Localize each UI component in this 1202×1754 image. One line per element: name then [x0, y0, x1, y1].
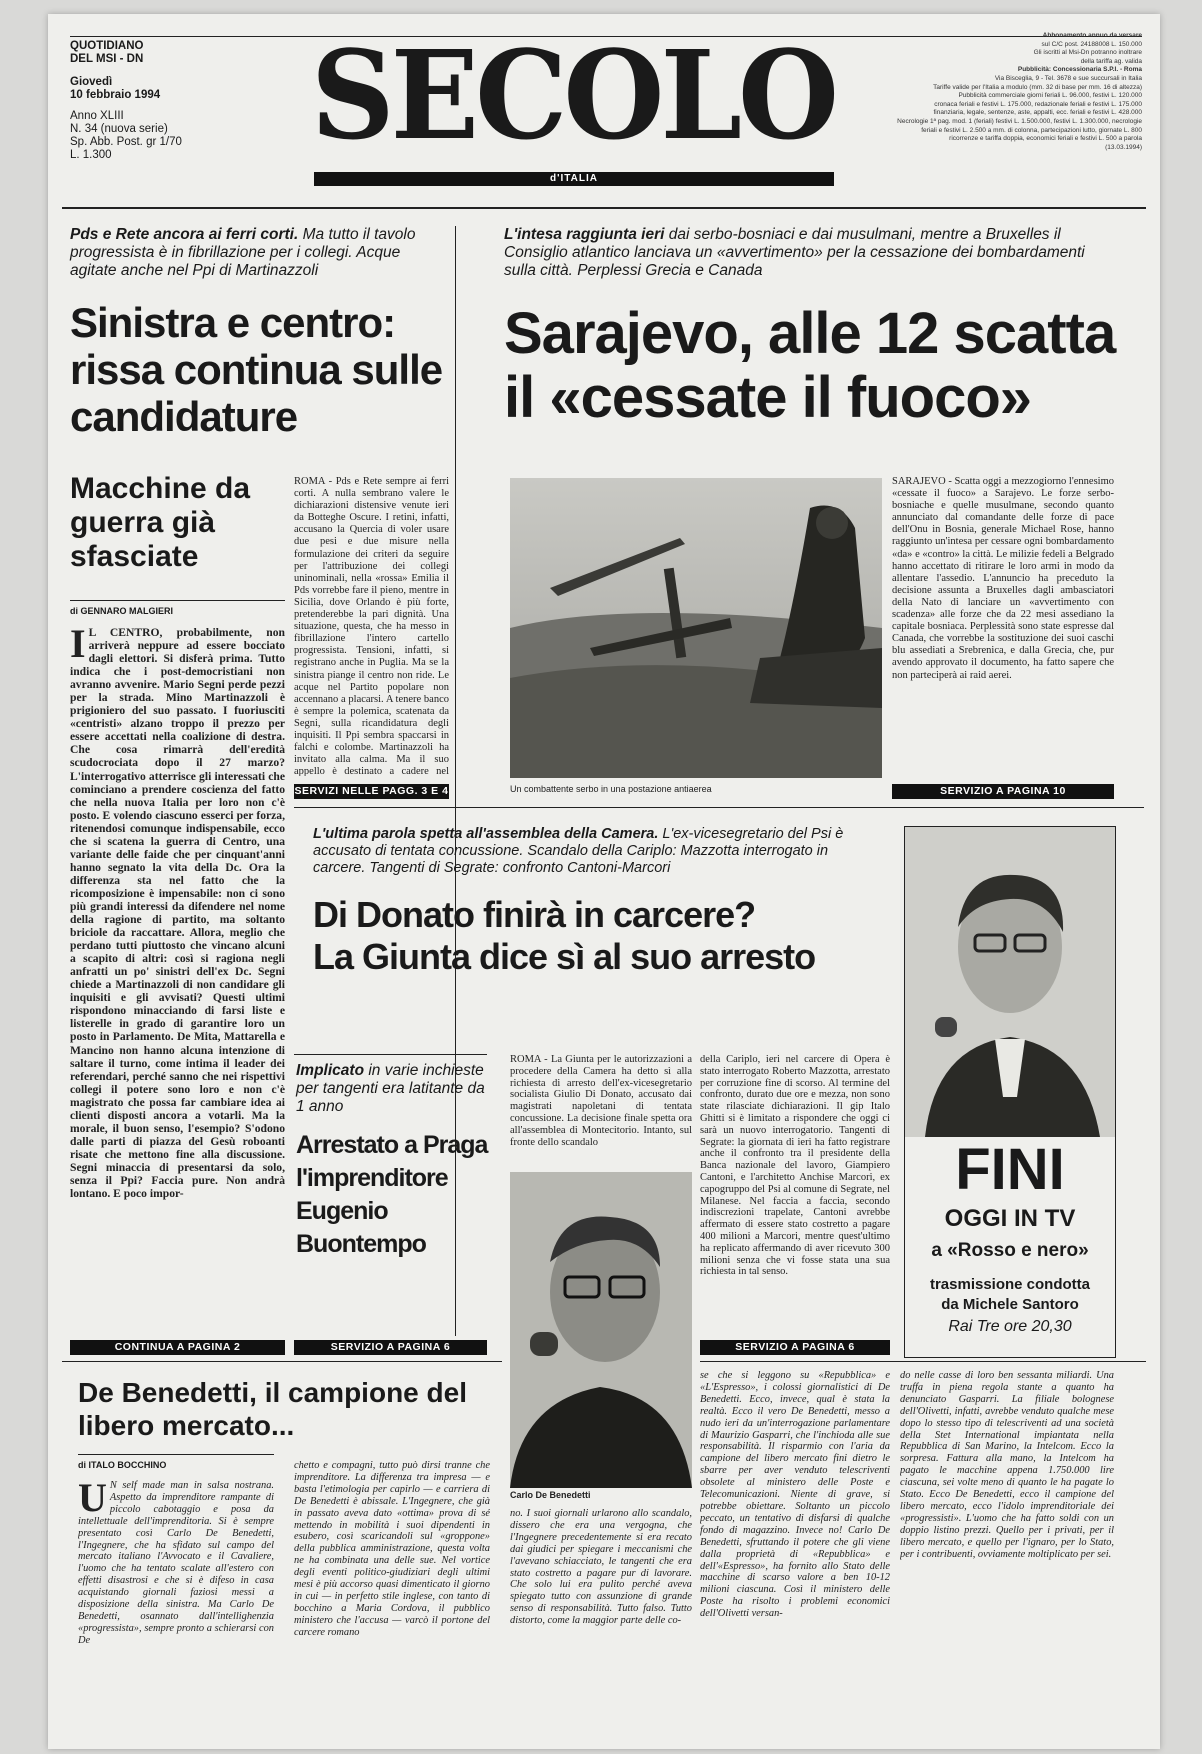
debenedetti-col1: U N self made man in salsa nostrana. Aspetto da imprenditore rampante di piccolo cabotaggio e posa da intellettuale dell'imprenditoria. Si è sempre presentato così Carlo De Benedetti, l'Ingegnere, che ha sfidato sul campo del mercato italiano l'Avvocato e il Cavaliere, l'uomo che ha tentato scalate all'estero con effetti disastrosi e che si è difeso in casa acquistando giornali faziosi messi a disposizione della sinistra. Ma Carlo De Benedetti, osannato dall'intellighenzia «progressista», sempre pronto a schierarsi con De	[78, 1480, 274, 1646]
didonato-bar: SERVIZIO A PAGINA 6	[700, 1340, 890, 1355]
debenedetti-caption: Carlo De Benedetti	[510, 1490, 591, 1500]
buontempo-bar: SERVIZIO A PAGINA 6	[294, 1340, 487, 1355]
debenedetti-headline: De Benedetti, il campione del libero mercato...	[78, 1377, 467, 1441]
debenedetti-col5: do nelle casse di loro ben sessanta miliardi. Una truffa in piena regola stante a quanto ha denunciato Gasparri. La filiale bolognese dell'Olivetti, infatti, avrebbe venduto qualche mese dopo lo stesso tipo di telescriventi ad una società della Stet International impiantata nella Repubblica di San Marino, la Intelcom. Ecco la sorpresa. Fattura alla mano, la Intelcom ha pagato le macchine appena 1.750.000 lire ciascuna, sei volte meno di quanto le ha pagate lo Stato. Ecco De Benedetti, ecco il campione del libero mercato, ecco l'idolo imprenditoriale dei «progressisti». L'uomo che ha fatto soldi con un doppio listino prezzi. Quello per i privati, per il libero mercato, e quello per l'ignaro, per lo Stato, per i contribuenti, ovviamente moltiplicato per sei.	[900, 1370, 1114, 1560]
fini-photo	[905, 827, 1115, 1137]
didonato-headline-line1: Di Donato finirà in carcere?	[313, 894, 756, 935]
bottom-rule-right	[700, 1361, 1146, 1362]
debenedetti-portrait-icon	[510, 1172, 692, 1488]
left-headline: Sinistra e centro: rissa continua sulle candidature	[70, 299, 443, 440]
editorial-headline: Macchine da guerra già sfasciate	[70, 472, 251, 573]
fini-line4: da Michele Santoro	[941, 1296, 1079, 1313]
newspaper-page	[48, 14, 1160, 1749]
editorial-rule	[70, 600, 285, 601]
masthead-line2: DEL MSI - DN	[70, 53, 144, 65]
didonato-col1: ROMA - La Giunta per le autorizzazioni a procedere della Camera ha detto sì alla richiesta di arresto dell'ex-vicesegretario socialista Giulio Di Donato, accusato dai magistrati napoletani di tentata concussione. La decisione finale spetta ora all'assemblea di Montecitorio. Intanto, sul fronte dello scandalo	[510, 1054, 692, 1148]
sarajevo-bar: SERVIZIO A PAGINA 10	[892, 784, 1114, 799]
didonato-col2: della Cariplo, ieri nel carcere di Opera è stato interrogato Roberto Mazzotta, arrestato per corruzione fine di scorso. Al termine del confronto, durato due ore e mezza, non sono state rilasciate dichiarazioni. Il gip Italo Ghitti si è limitato a rispondere che oggi ci sarà un nuovo interrogatorio. Tangenti di Segrate: la giornata di ieri ha fatto registrare anche il confronto tra il presidente della Banca nazionale del lavoro, Giampiero Cantoni, e l'architetto Anchise Marcori, ex capogruppo del Psi al comune di Segrate, nel Milanese. Nel faccia a faccia, secondo indiscrezioni trapelate, Cantoni avrebbe affermato di essere stato costretto a pagare 400 milioni a Marcori, mentre quest'ultimo ha replicato affermando di aver ricevuto 300 milioni senza che vi fosse stata una sua richiesta in tal senso.	[700, 1054, 890, 1278]
masthead-subtitle: d'ITALIA	[314, 172, 834, 186]
editorial-text: I L CENTRO, probabilmente, non arriverà neppure ad essere bocciato dagli elettori. Si disferà prima. Tutto indica che i post-democristiani non avranno avvenire. Mario Segni perde pezzi per la strada. Mino Martinazzoli è prigioniero del suo passato. I fuoriusciti «centristi» alzano troppo il prezzo per essere accettati nella coalizione di destra. Che cosa rimarrà dell'eredità scudocrociata dopo il 27 marzo? L'interrogativo atterrisce gli interessati che cominciano a prendere coscienza del fatto che nella nuova Italia per loro non c'è posto. E volendo ciascuno esserci per forza, ritenendosi comunque indispensabile, ecco che si scatena la guerra di Centro, una variante delle faide che per cinquant'anni hanno segnato la vita della Dc. Ora la differenza sta nel fatto che la ricomposizione è impensabile: non ci sono più grandi interessi da difendere nel nome della ragione di partito, ma soltanto briciole da raccattare. Allora, meglio che perdano tutti piuttosto che vincano alcuni a scapito di altri: così si ragiona negli anfratti un po' sinistri dell'ex Dc. Segni chiede a Martinazzoli di non candidare gli inquisiti e gli avvisati? Questi ultimi rispondono minacciando di farsi liste e listerelle in grado di garantire loro un posto in Parlamento. De Mita, Mattarella e Mancino non hanno alcuna intenzione di saltare il turno, come intima il leader dei referendari, perché sanno che nei rispettivi collegi il potere sono loro e non c'è magistrato che possa far cambiare idea ai clienti disposti ancora a votarli. Ma la morale, il buon senso, l'esempio? S'odono dalle parti di piazza del Gesù roboanti risate che mettono fine alla discussione. Segni minaccia di presentarsi da solo, senza il Ppi? Faccia pure. Non andrà lontano. E poco impor-	[70, 626, 285, 1201]
fini-line5: Rai Tre ore 20,30	[948, 1318, 1072, 1335]
buontempo-rule	[294, 1054, 487, 1055]
masthead-info-line: Pubblicità: Concessionaria S.P.I. - Roma	[1017, 66, 1142, 74]
didonato-headline-line2: La Giunta dice sì al suo arresto	[313, 936, 816, 977]
didonato-headline	[313, 894, 893, 978]
masthead-info-line: Via Bisceglia, 9 - Tel. 3678 e sue succursali in Italia	[994, 74, 1142, 82]
fini-line3: trasmissione condotta	[929, 1276, 1091, 1293]
editorial-byline: di GENNARO MALGIERI	[70, 606, 173, 616]
roma-story-text: ROMA - Pds e Rete sempre ai ferri corti. A nulla sembrano valere le dichiarazioni distensive venute ieri da Botteghe Oscure. I retini, infatti, accusano la Quercia di voler usare due pesi e due misure nella formulazione dei criteri da seguire per l'attribuzione dei collegi uninominali, nella «rossa» Emilia il Pds vorrebbe fare il pieno, mentre in Sicilia, dove Orlando è più forte, pretenderebbe la pari dignità. Una situazione, questa, che ha messo in fibrillazione l'intero cartello progressista. Tensioni, infatti, si registrano anche in Puglia. Ma se la sinistra piange il centro non ride. Le acque nel Partito popolare non accennano a placarsi. A tenere banco è sempre la polemica, scatenata da Segni, sulla ricandidatura degli inquisiti. Il Ppi sembra spaccarsi in falchi e colombe. Martinazzoli ha invitato alla calma. Ma il suo appello è destinato a cadere nel	[294, 476, 449, 776]
debenedetti-col3: no. I suoi giornali urlarono allo scandalo, dissero che era una vergogna, che l'Ingegnere precedentemente si era recato dai giudici per spiegare i meccanismi che l'avevano schiacciato, le tangenti che era stato costretto a pagare pur di lavorare. Che solo lui era pulito perché aveva spiegato tutto con assunzione di grande senso di responsabilità. Tutto falso. Tutto distorto, come la maggior parte delle co-	[510, 1508, 692, 1627]
masthead-date: 10 febbraio 1994	[70, 89, 161, 101]
fini-portrait-icon	[905, 827, 1115, 1137]
soldier-photo-icon	[510, 478, 882, 778]
sarajevo-headline: Sarajevo, alle 12 scatta il «cessate il fuoco»	[504, 301, 1116, 430]
editorial-continue-bar: CONTINUA A PAGINA 2	[70, 1340, 285, 1355]
fini-box	[904, 826, 1116, 1358]
mid-rule	[294, 807, 1144, 808]
masthead-year: Anno XLIII	[70, 110, 124, 122]
sarajevo-caption: Un combattente serbo in una postazione antiaerea	[510, 784, 712, 794]
fini-line1: OGGI IN TV	[944, 1205, 1076, 1232]
masthead-title: SECOLO	[310, 24, 836, 168]
masthead-price: L. 1.300	[70, 149, 112, 161]
left-kicker: Pds e Rete ancora ai ferri corti. Ma tutto il tavolo progressista è in fibrillazione per i collegi. Acque agitate anche nel Ppi di Martinazzoli	[70, 226, 416, 279]
debenedetti-col4: se che si leggono su «Repubblica» e «L'Espresso», i colossi giornalistici di De Benedetti. Ecco, invece, qual è stata la realtà. Ecco il vero De Benedetti, messo a nudo ieri da un'interrogazione parlamentare di Maurizio Gasparri, che l'inchioda alle sue responsabilità. Il risparmio con l'aria da campione del libero mercato fini dietro le sbarre per aver venduto telescriventi obsolete al ministero delle Poste e Telecomunicazioni. Niente di grave, si potrebbe obiettare. Soltanto un piccolo peccato, un tentativo di disfarsi di qualche fondo di magazzino. Invece no! Carlo De Benedetti, sfruttando il potere che gli viene dalla proprietà di «Repubblica» e dell'«Espresso», ha fornito allo Stato delle macchine di scarso valore a ben 10-12 milioni ciascuna. Così il ministero delle Poste ha risolto i problemi economici dell'Olivetti versan-	[700, 1370, 890, 1620]
masthead-rule	[62, 207, 1146, 209]
roma-story-bar: SERVIZI NELLE PAGG. 3 E 4	[294, 785, 449, 797]
masthead-info-line: (13.03.1994)	[1105, 143, 1142, 151]
sarajevo-photo	[510, 478, 882, 778]
masthead-info-line: Pubblicità commerciale giorni feriali L. 96.000, festivi L. 120.000	[958, 92, 1142, 100]
masthead-number: N. 34 (nuova serie)	[70, 123, 168, 135]
masthead-info-line: cronaca feriali e festivi L. 175.000, redazionale feriali e festivi L. 175.000	[934, 100, 1142, 108]
masthead-info-line: Gli iscritti al Msi-Dn potranno inoltrare	[1033, 49, 1142, 57]
masthead-day: Giovedì	[70, 76, 113, 88]
masthead-info-line: Necrologie 1ª pag. mod. 1 (feriali) festivi L. 1.500.000, festivi L. 1.300.000, necrologie	[897, 117, 1142, 125]
masthead-info-line: Tariffe valide per l'Italia a modulo (mm. 32 di base per mm. 16 di altezza)	[933, 83, 1142, 91]
debenedetti-col2: chetto e compagni, tutto può dirsi tranne che imprenditore. La differenza tra impresa — e basta l'etimologia per capirlo — e carriera di De Benedetti è abissale. L'Ingegnere, che già in passato aveva dato «ottima» prova di sé mettendo in mobilità i suoi dipendenti in esubero, così scaricandoli sul «groppone» della pubblica amministrazione, questa volta ne ha combinata una delle sue. Nel vortice degli eventi politico-giudiziari degli ultimi mesi è più accorso quasi dimenticato il giorno in cui — in perfetto stile inglese, con tanto di bocchino a Maria Cordova, il pubblico ministero che l'accusa — varcò il portone del carcere romano	[294, 1460, 490, 1638]
masthead-line1: QUOTIDIANO	[70, 40, 144, 52]
debenedetti-photo	[510, 1172, 692, 1488]
masthead-subscription-info	[856, 32, 1142, 152]
buontempo-kicker: Implicato in varie inchieste per tangenti era latitante da 1 anno	[296, 1062, 485, 1115]
sarajevo-kicker: L'intesa raggiunta ieri dai serbo-bosniaci e dai musulmani, mentre a Bruxelles il Consiglio atlantico lanciava un «avvertimento» per la cessazione dei bombardamenti sulla città. Perplessi Grecia e Canada	[504, 226, 1085, 279]
masthead-info-line: finanziaria, legale, sentenze, aste, appalti, ecc. feriali e festivi L. 428.000	[933, 109, 1142, 117]
masthead-info-line: Abbonamento annuo da versare	[1042, 32, 1142, 39]
fini-title: FINI	[955, 1137, 1065, 1202]
masthead-info-line: ricorrenze e tariffa doppia, economici feriali e festivi L. 500 a parola	[949, 135, 1142, 143]
masthead-postal: Sp. Abb. Post. gr 1/70	[70, 136, 182, 148]
buontempo-headline: Arrestato a Praga l'imprenditore Eugenio Buontempo	[296, 1131, 488, 1258]
debenedetti-rule	[78, 1454, 274, 1455]
bottom-rule-left	[62, 1361, 502, 1362]
fini-line2: a «Rosso e nero»	[931, 1240, 1089, 1261]
sarajevo-text: SARAJEVO - Scatta oggi a mezzogiorno l'ennesimo «cessate il fuoco» a Sarajevo. Le forze serbo-bosniache e quelle musulmane, secondo quanto annunciato dal comandante delle forze di pace dell'Onu in Bosnia, generale Michael Rose, hanno raggiunto un'intesa per cessare ogni bombardamento «da» e «contro» la città. Le milizie fedeli a Belgrado hanno accettato di ritirare le loro armi in modo da allentare l'assedio. L'annuncio ha preceduto la decisione assunta a Bruxelles dagli ambasciatori della Nato di lanciare un «avvertimento con scadenza» alle forze che da 22 mesi assediano la capitale bosniaca. Perplessità sono state espresse dal Canada, che vorrebbe la sostituzione dei suoi caschi blu assediati a Srebrenica, e dalla Grecia, che, pur avendo approvato il documento, ha fatto sapere che non parteciperà ai raid aerei.	[892, 476, 1114, 681]
masthead-info	[70, 40, 270, 162]
masthead-info-line: della tariffa ag. valida	[1080, 57, 1142, 65]
masthead-info-line: feriali e festivi L. 2.500 a mm. di colonna, partecipazioni lutto, giornate L. 800	[921, 126, 1142, 134]
didonato-kicker: L'ultima parola spetta all'assemblea della Camera. L'ex-vicesegretario del Psi è accusato di tentata concussione. Scandalo della Cariplo: Mazzotta interrogato in carcere. Tangenti di Segrate: confronto Cantoni-Marcori	[313, 826, 844, 876]
debenedetti-byline: di ITALO BOCCHINO	[78, 1460, 167, 1470]
masthead-info-line: sul C/C post. 24188008 L. 150.000	[1041, 40, 1142, 48]
